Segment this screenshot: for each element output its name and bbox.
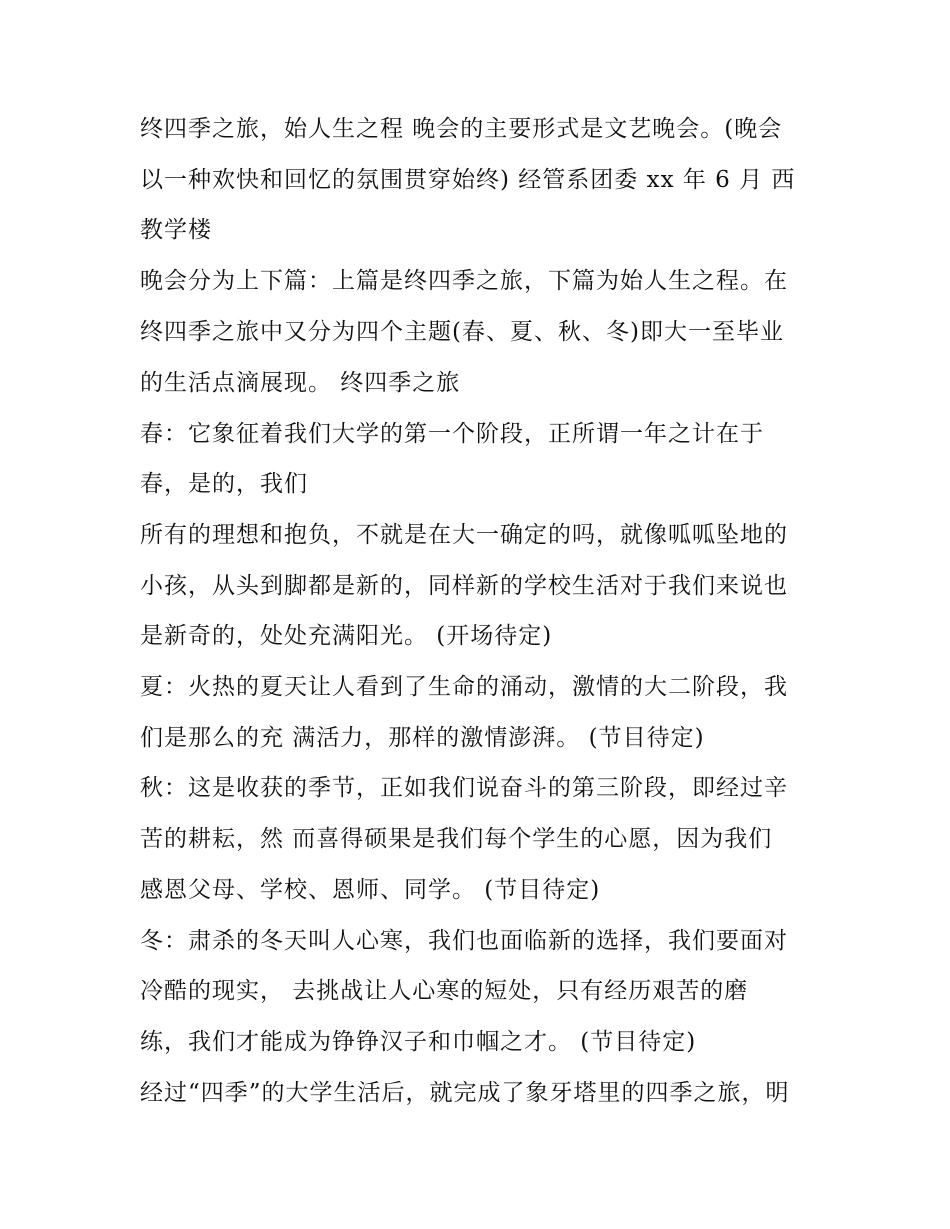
text-line: 秋：这是收获的季节，正如我们说奋斗的第三阶段，即经过辛 — [140, 775, 788, 801]
text-line: 春，是的，我们 — [140, 471, 308, 497]
text-line: 教学楼 — [140, 217, 212, 243]
text-line: 是新奇的，处处充满阳光。 (开场待定) — [140, 623, 553, 649]
text-line: 们是那么的充 满活力，那样的激情澎湃。 (节目待定) — [140, 725, 705, 751]
text-line: 终四季之旅中又分为四个主题(春、夏、秋、冬)即大一至毕业 — [140, 319, 784, 345]
text-line: 感恩父母、学校、恩师、同学。 (节目待定) — [140, 877, 601, 903]
text-line: 经过“四季”的大学生活后，就完成了象牙塔里的四季之旅，明 — [140, 1080, 790, 1106]
text-line: 终四季之旅，始人生之程 晚会的主要形式是文艺晚会。(晚会 — [140, 116, 783, 142]
text-line: 的生活点滴展现。 终四季之旅 — [140, 370, 461, 396]
text-line: 晚会分为上下篇：上篇是终四季之旅，下篇为始人生之程。在 — [140, 268, 788, 294]
text-line: 所有的理想和抱负，不就是在大一确定的吗，就像呱呱坠地的 — [140, 522, 788, 548]
text-line: 冬：肃杀的冬天叫人心寒，我们也面临新的选择，我们要面对 — [140, 928, 788, 954]
text-line: 练，我们才能成为铮铮汉子和巾帼之才。 (节目待定) — [140, 1029, 697, 1055]
text-line: 以一种欢快和回忆的氛围贯穿始终) 经管系团委 xx 年 6 月 西 — [140, 167, 796, 193]
text-line: 冷酷的现实， 去挑战让人心寒的短处，只有经历艰苦的磨 — [140, 978, 749, 1004]
text-line: 春：它象征着我们大学的第一个阶段，正所谓一年之计在于 — [140, 421, 764, 447]
text-line: 苦的耕耘，然 而喜得硕果是我们每个学生的心愿，因为我们 — [140, 826, 773, 852]
text-line: 小孩，从头到脚都是新的，同样新的学校生活对于我们来说也 — [140, 573, 788, 599]
text-line: 夏：火热的夏天让人看到了生命的涌动，激情的大二阶段，我 — [140, 674, 788, 700]
